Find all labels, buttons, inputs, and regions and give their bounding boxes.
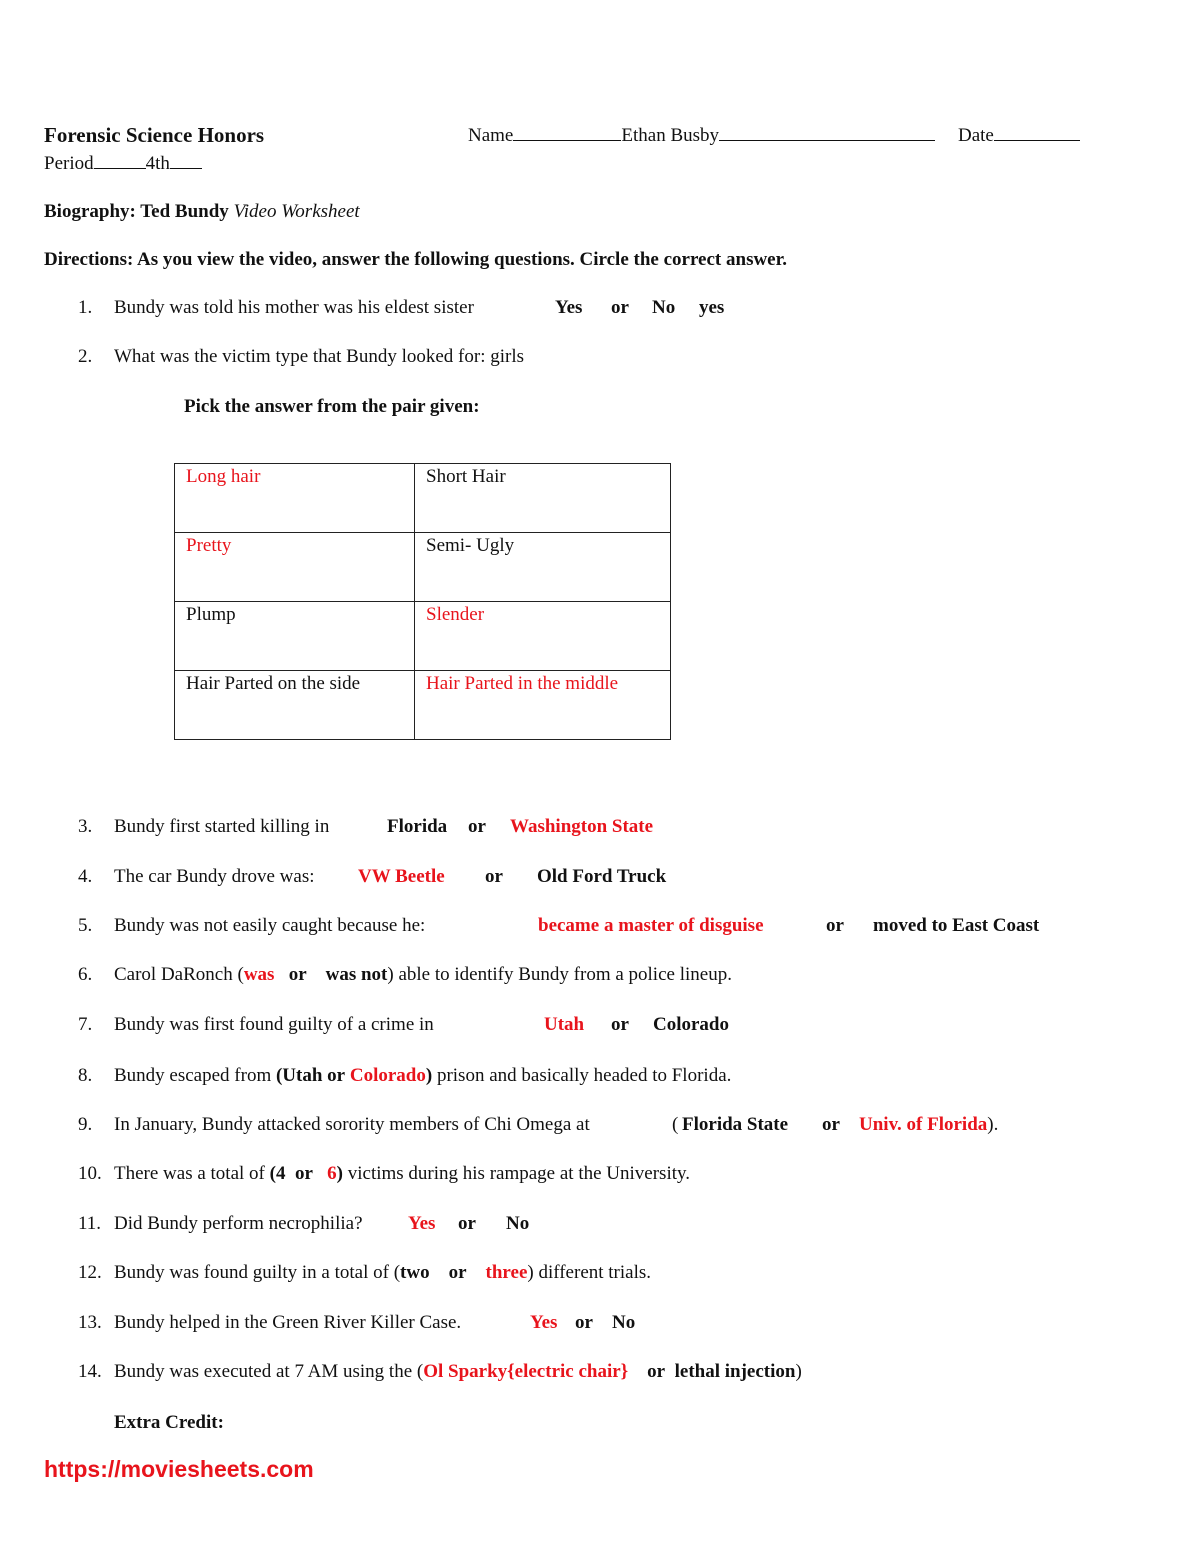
q14-text-a: Bundy was executed at 7 AM using the ( [114, 1361, 424, 1382]
extra-credit: Extra Credit: [114, 1412, 224, 1433]
period-value: 4th [145, 153, 170, 174]
date-field [958, 125, 1080, 147]
date-label: Date [958, 125, 994, 146]
q13-option-a: Yes [530, 1312, 558, 1333]
q12-text-b: ) different trials. [527, 1262, 652, 1283]
q1-number: 1. [78, 297, 93, 318]
q9-paren-open: ( [672, 1114, 679, 1135]
q5-option-b: moved to East Coast [873, 915, 1040, 936]
q5-option-a: became a master of disguise [538, 915, 764, 936]
q14-option-a: Ol Sparky{electric chair} [423, 1361, 629, 1382]
q6-text-a: Carol DaRonch ( [114, 964, 244, 985]
q10-option-b: 6 [327, 1163, 337, 1184]
pair-cell-right: Hair Parted in the middle [415, 671, 671, 740]
name-label: Name [468, 125, 514, 146]
q3-text: Bundy first started killing in [114, 816, 330, 837]
q12-text-a: Bundy was found guilty in a total of ( [114, 1262, 401, 1283]
q7-option-b: Colorado [653, 1014, 729, 1035]
q13-or: or [575, 1312, 593, 1333]
q9-number: 9. [78, 1114, 93, 1135]
period-field [44, 153, 202, 175]
table-row [175, 464, 671, 533]
q11-or: or [458, 1213, 476, 1234]
q8-number: 8. [78, 1065, 93, 1086]
q4-number: 4. [78, 866, 93, 887]
table-row [175, 602, 671, 671]
q11-option-b: No [506, 1213, 530, 1234]
q10-option-a: (4 [269, 1163, 286, 1184]
q13-text: Bundy helped in the Green River Killer Case. [114, 1312, 462, 1333]
q7-option-a: Utah [544, 1014, 585, 1035]
q2-text: What was the victim type that Bundy looked for: girls [114, 346, 525, 367]
course-title: Forensic Science Honors [44, 123, 265, 147]
q7-or: or [611, 1014, 629, 1035]
q14-text [114, 1361, 802, 1383]
q12-text [114, 1262, 651, 1284]
q1-option-yes: Yes [555, 297, 583, 318]
q8-paren-close: ) [425, 1065, 433, 1086]
q11-option-a: Yes [408, 1213, 436, 1234]
q13-number: 13. [78, 1312, 102, 1333]
q12-option-a: two [400, 1262, 430, 1283]
q3-option-b: Washington State [510, 816, 654, 837]
q6-option-a: was [243, 964, 275, 985]
q1-option-no: No [652, 297, 676, 318]
q9-or: or [822, 1114, 840, 1135]
q8-option-b: Colorado [349, 1065, 426, 1086]
q9-text: In January, Bundy attacked sorority members of Chi Omega at [114, 1114, 590, 1135]
q12-or: or [448, 1262, 467, 1283]
q12-option-b: three [485, 1262, 528, 1283]
q7-number: 7. [78, 1014, 93, 1035]
q4-or: or [485, 866, 503, 887]
pair-cell-right: Semi- Ugly [415, 533, 671, 602]
q4-text: The car Bundy drove was: [114, 866, 315, 887]
pair-cell-right: Slender [415, 602, 671, 671]
q13-option-b: No [612, 1312, 636, 1333]
worksheet-label: Video Worksheet [233, 201, 360, 222]
q9-option-a: Florida State [682, 1114, 789, 1135]
q1-answer: yes [699, 297, 725, 318]
q8-option-a: (Utah or [275, 1065, 346, 1086]
pair-cell-right: Short Hair [415, 464, 671, 533]
q10-text-a: There was a total of [114, 1163, 265, 1184]
q11-text: Did Bundy perform necrophilia? [114, 1213, 363, 1234]
q4-option-b: Old Ford Truck [537, 866, 667, 887]
q12-number: 12. [78, 1262, 102, 1283]
period-label: Period [44, 153, 94, 174]
q11-number: 11. [78, 1213, 102, 1234]
q10-or: or [294, 1163, 313, 1184]
source-link[interactable]: https://moviesheets.com [44, 1456, 314, 1482]
q9-option-b-wrap [859, 1114, 998, 1136]
q1-or: or [611, 297, 629, 318]
q3-or: or [468, 816, 486, 837]
q6-or: or [288, 964, 307, 985]
q3-number: 3. [78, 816, 93, 837]
q6-number: 6. [78, 964, 93, 985]
q5-or: or [826, 915, 844, 936]
q6-option-b: was not [325, 964, 388, 985]
q14-or: or [647, 1361, 666, 1382]
directions: Directions: As you view the video, answer the following questions. Circle the correct answer. [44, 249, 788, 270]
pair-instruction: Pick the answer from the pair given: [184, 396, 480, 417]
q10-text-b: victims during his rampage at the University. [347, 1163, 691, 1184]
pair-cell-left: Long hair [175, 464, 415, 533]
q8-text-b: prison and basically headed to Florida. [436, 1065, 732, 1086]
pairs-table [174, 463, 671, 740]
pair-cell-left: Hair Parted on the side [175, 671, 415, 740]
name-value: Ethan Busby [621, 125, 720, 146]
q14-option-b: lethal injection [674, 1361, 796, 1382]
q9-option-b: Univ. of Florida [859, 1114, 988, 1135]
q6-text [114, 964, 732, 986]
q1-text: Bundy was told his mother was his eldest sister [114, 297, 474, 318]
q8-text-a: Bundy escaped from [114, 1065, 272, 1086]
table-row [175, 533, 671, 602]
q2-number: 2. [78, 346, 93, 367]
q5-text: Bundy was not easily caught because he: [114, 915, 426, 936]
q14-number: 14. [78, 1361, 102, 1382]
worksheet-title [44, 201, 360, 223]
q7-text: Bundy was first found guilty of a crime in [114, 1014, 434, 1035]
q9-paren-close: ). [987, 1114, 999, 1135]
table-row [175, 671, 671, 740]
pair-cell-left: Pretty [175, 533, 415, 602]
q5-number: 5. [78, 915, 93, 936]
name-field [468, 125, 935, 147]
q3-option-a: Florida [387, 816, 448, 837]
q10-paren-close: ) [336, 1163, 343, 1184]
biography-label: Biography: Ted Bundy [44, 201, 229, 222]
pair-cell-left: Plump [175, 602, 415, 671]
q10-text [114, 1163, 690, 1185]
q14-paren-close: ) [795, 1361, 802, 1382]
q8-text [114, 1065, 731, 1087]
q10-number: 10. [78, 1163, 102, 1184]
q6-text-b: ) able to identify Bundy from a police lineup. [387, 964, 732, 985]
q4-option-a: VW Beetle [358, 866, 445, 887]
